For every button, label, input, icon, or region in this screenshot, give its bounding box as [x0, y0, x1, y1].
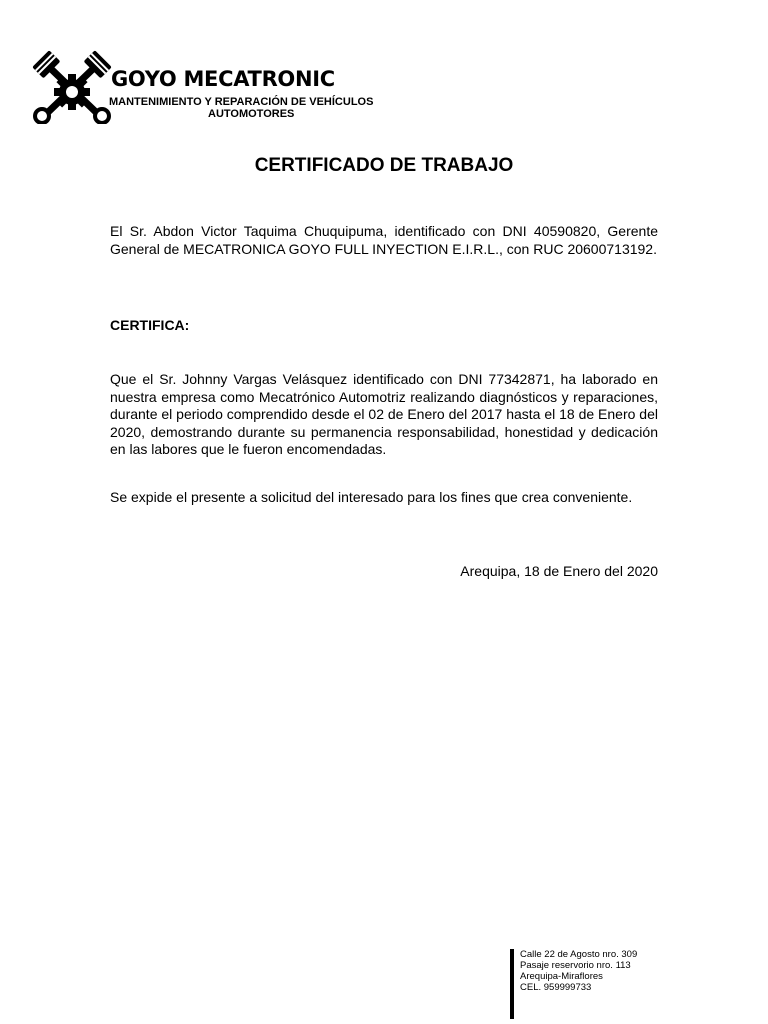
document-title: CERTIFICADO DE TRABAJO	[254, 155, 514, 176]
address-line-district: Arequipa-Miraflores	[520, 971, 603, 982]
place-date: Arequipa, 18 de Enero del 2020	[460, 563, 658, 579]
company-tagline-line2: AUTOMOTORES	[208, 108, 295, 120]
footer-address-block	[510, 949, 690, 1019]
address-line-passage: Pasaje reservorio nro. 113	[520, 960, 631, 971]
company-tagline-line1: MANTENIMIENTO Y REPARACIÓN DE VEHÍCULOS	[109, 96, 374, 108]
certifica-heading: CERTIFICA:	[110, 317, 190, 333]
company-logo-icon	[30, 50, 114, 124]
intro-paragraph: El Sr. Abdon Victor Taquima Chuquipuma, identificado con DNI 40590820, Gerente General de MECATRONICA GOYO FULL INYECTION E.I.R.L., con RUC 20600713192.	[110, 223, 658, 257]
company-name: GOYO MECATRONIC	[111, 67, 335, 91]
closing-paragraph: Se expide el presente a solicitud del interesado para los fines que crea conveniente.	[110, 489, 633, 505]
body-paragraph: Que el Sr. Johnny Vargas Velásquez identificado con DNI 77342871, ha laborado en nuestra empresa como Mecatrónico Automotriz realizando diagnósticos y reparaciones, durante el periodo comprendido desde el 02 de Enero del 2017 hasta el 18 de Enero del 2020, demostrando durante su permanencia responsabilidad, honestidad y dedicación en las labores que le fueron encomendadas.	[110, 371, 658, 457]
phone-number: CEL. 959999733	[520, 982, 592, 993]
address-line-street: Calle 22 de Agosto nro. 309	[520, 949, 638, 960]
